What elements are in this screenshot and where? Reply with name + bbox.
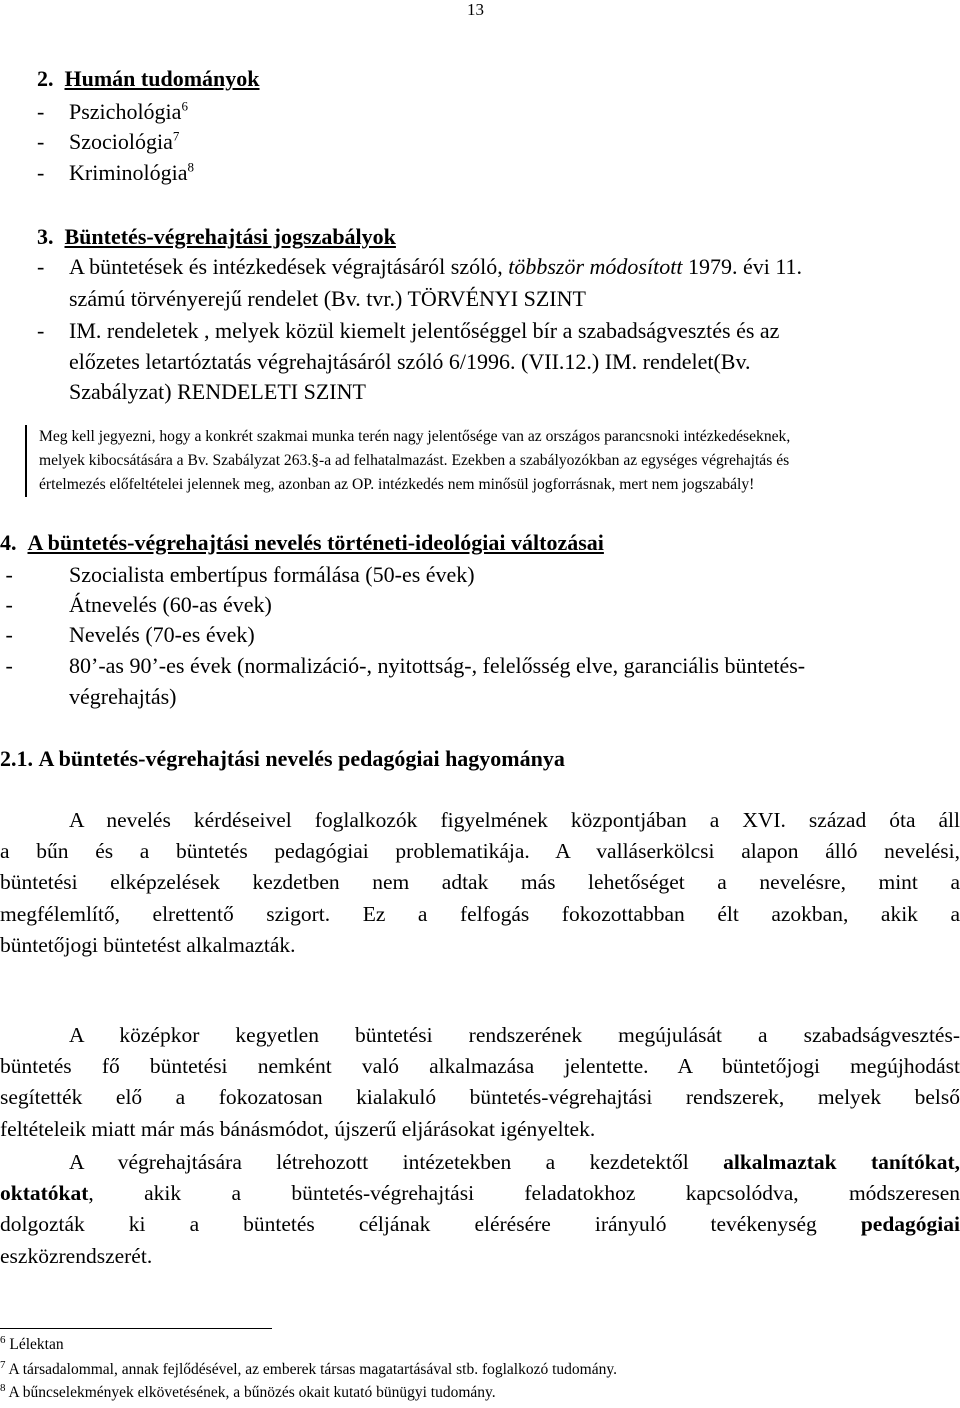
list-item: - A büntetések és intézkedések végrajtásáról szóló, többször módosított 1979. évi 11.: [37, 254, 803, 279]
list-item: - Szociológia$^7$: [37, 128, 180, 154]
footnote-number: 8: [0, 1381, 6, 1394]
section-number: 2.1.: [0, 746, 33, 771]
paragraph: [0, 1147, 960, 1272]
section-heading-2: [37, 66, 260, 92]
paragraph-line: segítették elő a fokozatosan kialakuló büntetés-végrehajtási rendszerek, melyek belső: [0, 1085, 960, 1110]
section-title: A büntetés-végrehajtási nevelés történeti-ideológiai változásai: [27, 530, 604, 555]
note-line: melyek kibocsátására a Bv. Szabályzat 263.§-a ad felhatalmazást. Ezekben a szabályozókban az egységes végrehajtás és: [39, 452, 790, 469]
paragraph-line: A végrehajtására létrehozott intézetekben a kezdetektől alkalmaztak tanítókat,: [69, 1150, 960, 1174]
page-number: 13: [467, 0, 484, 19]
list-item-continuation: Szabályzat) RENDELETI SZINT: [69, 379, 366, 404]
section-title: Büntetés-végrehajtási jogszabályok: [64, 224, 396, 249]
paragraph-line: oktatókat, akik a büntetés-végrehajtási feladatokhoz kapcsolódva, módszeresen: [0, 1181, 960, 1206]
footnote-ref: 7: [172, 128, 180, 144]
paragraph-line: eszközrendszerét.: [0, 1243, 153, 1268]
footnote-ref: 6: [181, 98, 188, 114]
section-number: 2.: [37, 66, 54, 91]
list-item-continuation: végrehajtás): [69, 684, 177, 709]
paragraph-line: A nevelés kérdéseivel foglalkozók figyelmének központjában a XVI. század óta áll: [69, 808, 960, 832]
section-heading-2-1: [0, 746, 565, 772]
list-item: - Kriminológia$^8$: [37, 159, 195, 185]
paragraph: [0, 805, 960, 961]
list-item-continuation: előzetes letartóztatás végrehajtásáról szóló 6/1996. (VII.12.) IM. rendelet(Bv.: [69, 349, 751, 374]
section-title: A büntetés-végrehajtási nevelés pedagógiai hagyománya: [38, 746, 565, 771]
section-number: 3.: [37, 224, 54, 249]
paragraph-line: büntetési elképzelések kezdetben nem adtak más lehetőséget a nevelésre, mint a: [0, 870, 960, 895]
paragraph-line: a bűn és a büntetés pedagógiai problematikája. A valláserkölcsi alapon álló nevelési,: [0, 839, 960, 864]
footnote-ref: 8: [187, 159, 195, 175]
list-item: - Nevelés (70-es évek): [0, 622, 255, 647]
paragraph-line: dolgozták ki a büntetés céljának elérésére irányuló tevékenység pedagógiai: [0, 1212, 960, 1237]
paragraph-line: A középkor kegyetlen büntetési rendszerének megújulását a szabadságvesztés-: [69, 1023, 960, 1047]
section-heading-4: [0, 530, 604, 556]
list-item: - Pszichológia$^6$: [37, 98, 188, 124]
paragraph: [0, 1020, 960, 1145]
note-line: Meg kell jegyezni, hogy a konkrét szakmai munka terén nagy jelentősége van az országos parancsnoki intézkedéseknek,: [39, 428, 791, 445]
note-line: értelmezés előfeltételei jelennek meg, azonban az OP. intézkedés nem minősül jogforrásnak, mert nem jogszabály!: [39, 476, 755, 493]
paragraph-line: büntetés fő büntetési nemként való alkalmazása jelentette. A büntetőjogi megújhodást: [0, 1054, 960, 1079]
footnote-number: 7: [0, 1358, 6, 1371]
footnote: $^6$ Lélektan: [0, 1333, 64, 1353]
section-number: 4.: [0, 530, 17, 555]
section-title: Humán tudományok: [64, 66, 260, 91]
list-item-continuation: számú törvényerejű rendelet (Bv. tvr.) TÖRVÉNYI SZINT: [69, 286, 586, 311]
section-heading-3: [37, 224, 396, 250]
footnote: $^7$ A társadalommal, annak fejlődésével, az emberek társas magatartásával stb. foglalkozó tudomány.: [0, 1358, 617, 1378]
footnote-separator: [0, 1328, 272, 1329]
paragraph-line: feltételeik miatt már más bánásmódot, újszerű eljárásokat igényeltek.: [0, 1116, 596, 1141]
footnote-number: 6: [0, 1333, 6, 1346]
footnote: $^8$ A bűncselekmények elkövetésének, a bűnözés okait kutató bünügyi tudomány.: [0, 1381, 496, 1401]
note-box: [25, 425, 940, 497]
paragraph-line: megfélemlítő, elrettentő szigort. Ez a felfogás fokozottabban élt azokban, akik a: [0, 901, 960, 926]
list-item: - 80’-as 90’-es évek (normalizáció-, nyitottság-, felelősség elve, garanciális büntetés-: [0, 653, 806, 678]
list-item: - IM. rendeletek , melyek közül kiemelt jelentőséggel bír a szabadságvesztés és az: [37, 318, 780, 343]
paragraph-line: büntetőjogi büntetést alkalmazták.: [0, 932, 296, 957]
list-item: - Szocialista embertípus formálása (50-es évek): [0, 562, 475, 587]
list-item: - Átnevelés (60-as évek): [0, 592, 272, 617]
